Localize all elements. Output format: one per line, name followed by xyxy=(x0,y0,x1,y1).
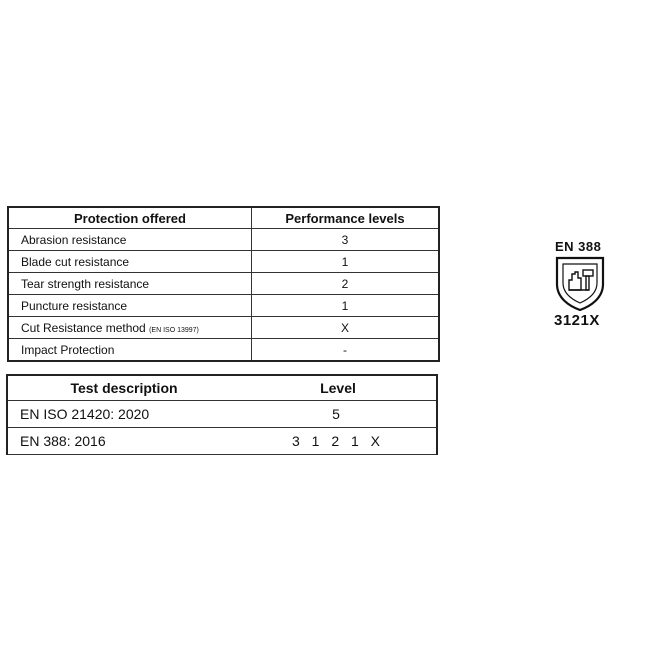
row-value: X xyxy=(252,317,440,339)
table-row xyxy=(8,273,439,295)
row-label: Puncture resistance xyxy=(8,295,252,317)
table-row xyxy=(7,401,437,428)
row-label-with-note xyxy=(8,317,252,339)
row-value: 3 xyxy=(252,229,440,251)
shield-hammer-glove-icon xyxy=(555,256,605,311)
row-value: - xyxy=(252,339,440,362)
row-note: (EN ISO 13997) xyxy=(149,326,199,334)
header-test-description: Test description xyxy=(7,375,240,401)
row-label: EN ISO 21420: 2020 xyxy=(7,401,240,428)
row-value: 5 xyxy=(240,401,437,428)
table-header-row xyxy=(8,207,439,229)
row-value: 2 xyxy=(252,273,440,295)
table-row xyxy=(8,339,439,362)
table-row xyxy=(8,229,439,251)
header-level: Level xyxy=(240,375,437,401)
table-row xyxy=(8,295,439,317)
header-protection-offered: Protection offered xyxy=(8,207,252,229)
badge-code: 3121X xyxy=(554,312,600,329)
badge-standard: EN 388 xyxy=(555,239,602,254)
header-performance-levels: Performance levels xyxy=(252,207,440,229)
row-value: 1 xyxy=(252,251,440,273)
test-table xyxy=(6,374,438,455)
row-value: 3 1 2 1 X xyxy=(240,428,437,455)
table-row xyxy=(8,317,439,339)
table-row xyxy=(8,251,439,273)
table-header-row xyxy=(7,375,437,401)
row-label: Blade cut resistance xyxy=(8,251,252,273)
row-label: EN 388: 2016 xyxy=(7,428,240,455)
row-label: Tear strength resistance xyxy=(8,273,252,295)
en388-badge xyxy=(545,239,615,334)
row-label: Abrasion resistance xyxy=(8,229,252,251)
row-label: Impact Protection xyxy=(8,339,252,362)
row-value: 1 xyxy=(252,295,440,317)
row-label: Cut Resistance method xyxy=(21,320,146,335)
table-row xyxy=(7,428,437,455)
protection-table xyxy=(7,206,440,362)
